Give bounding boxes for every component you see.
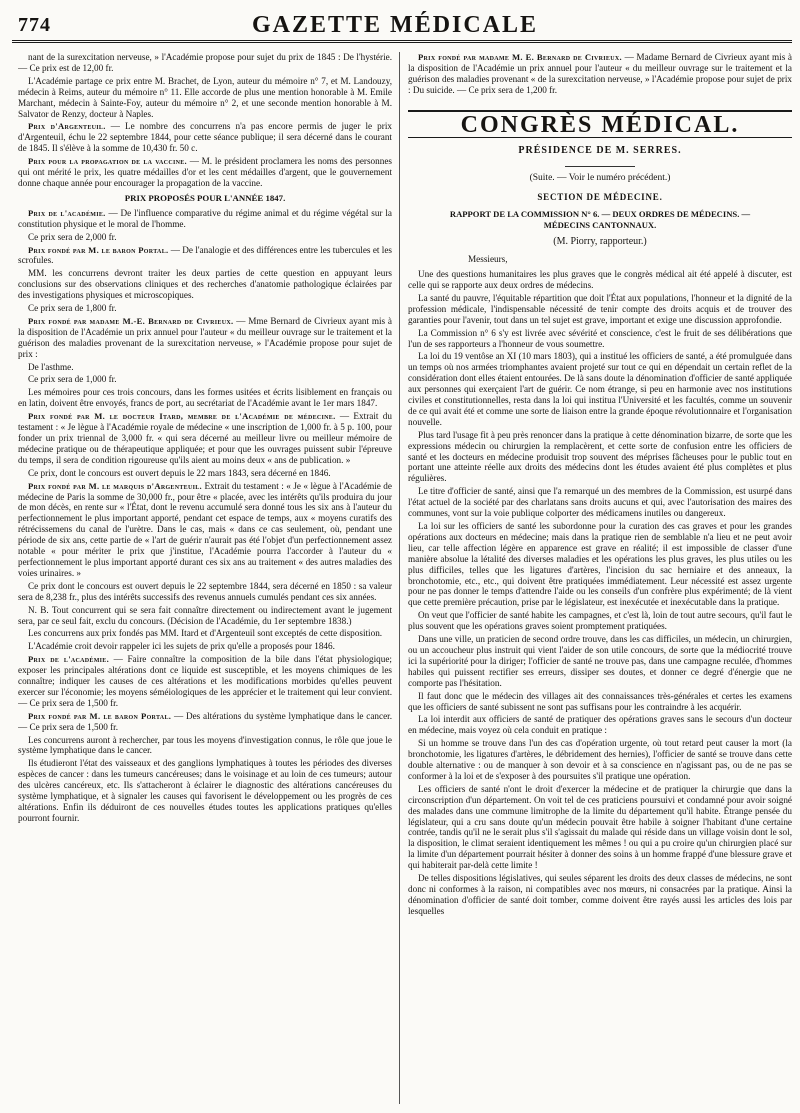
congress-title: CONGRÈS MÉDICAL. — [408, 110, 792, 138]
paragraph: La loi interdit aux officiers de santé de pratiquer des opérations graves sans le secours d'un docteur en médecine, mais voyez où cela conduit en pratique : — [408, 714, 792, 736]
salutation: Messieurs, — [468, 254, 508, 265]
paragraph-text: — De l'analogie et des différences entre les tubercules et les scrofules. — [18, 244, 392, 266]
prize-heading: Prix fondé par M. le baron Portal. — [28, 710, 172, 721]
prize-heading: Prix fondé par madame M. E. Bernard de Civrieux. — [418, 52, 622, 62]
paragraph: Ce prix dont le concours est ouvert depuis le 22 septembre 1844, sera décerné en 1850 : sa valeur sera de 8,238 fr., plus des intérêts successifs des revenus annuels cumulés pendant ces six années. — [18, 580, 392, 602]
paragraph: La Commission n° 6 s'y est livrée avec sévérité et conscience, c'est le fruit de ses délibérations que l'un de ses rapporteurs a l'honneur de vous soumettre. — [408, 327, 792, 349]
paragraph: Une des questions humanitaires les plus graves que le congrès médical ait été appelé à discuter, est celle qui se rapporte aux deux ordres de médecins. — [408, 269, 792, 290]
paragraph: L'Académie croit devoir rappeler ici les sujets de prix qu'elle a proposés pour 1846. — [28, 641, 335, 652]
paragraph — [18, 156, 392, 189]
paragraph: On veut que l'officier de santé habite les campagnes, et c'est là, loin de tout autre secours, qu'il faut le plus souvent que les opérations graves soient promptement pratiquées. — [408, 610, 792, 632]
prize-heading: Prix de l'académie. — [28, 654, 110, 665]
prize-heading: Prix fondé par madame M.-E. Bernard de Civrieux. — [28, 315, 234, 326]
paragraph: Ils étudieront l'état des vaisseaux et des ganglions lymphatiques à toutes les périodes des diverses espèces de cancer : dans les tumeurs cancéreuses; dans le voisinage et au loin de ces tumeurs; autour des ulcères cancéreux, etc. Ils s'attacheront à éclairer le diagnostic des altérations cancéreuses du système lymphatique, et à signaler les causes qui favorisent le développement ou les progrès de ces altérations. Enfin ils déduiront de ces nouvelles études toutes les applications pratiques qu'elles pourront fournir. — [18, 758, 392, 823]
paragraph: Le titre d'officier de santé, ainsi que l'a remarqué un des membres de la Commission, est usurpé dans l'état actuel de la société par des charlatans sans droits aucuns et qui, avec l'autorisation des maires des communes, vont sur la voie publique colporter des médicamens inutiles ou dangereux. — [408, 486, 792, 519]
continued-note: (Suite. — Voir le numéro précédent.) — [529, 173, 671, 184]
prize-heading: Prix fondé par M. le baron Portal. — [28, 244, 169, 255]
paragraph-text: — Des altérations du système lymphatique dans le cancer. — Ce prix sera de 1,500 fr. — [18, 710, 392, 732]
paragraph-text: — Extrait du testament : « Je lègue à l'Académie royale de médecine « une inscription de 1,000 fr. à 5 p. 100, pour fonder un prix triennal de 3,000 fr. « qui sera décerné au meilleur livre ou meilleur mémoire de médecine pratique ou de thérapeutique appliquée; et pour que les ouvrages puissent subir l'épreuve du temps, il sera de condition rigoureuse qu'ils aient au moins deux « ans de publication. » — [18, 411, 392, 465]
section-heading: SECTION DE MÉDECINE. — [537, 192, 663, 203]
paragraph: De l'asthme. — [28, 361, 74, 372]
paragraph — [18, 411, 392, 466]
page-number: 774 — [18, 14, 51, 36]
paragraph: Les concurrens auront à rechercher, par tous les moyens d'investigation connus, le rôle que joue le système lymphatique dans le cancer. — [18, 734, 392, 756]
report-heading: RAPPORT DE LA COMMISSION N° 6. — DEUX ORDRES DE MÉDECINS. — MÉDECINS CANTONNAUX. — [449, 209, 751, 231]
paragraph: La loi du 19 ventôse an XI (10 mars 1803), qui a institué les officiers de santé, a été promulguée dans un temps où nos armées triomphantes avaient projeté sur tout ce qui en dépendait un certain reflet de la considération dont elles étaient entourées. De là sans doute la dénomination d'officier de santé appliquée aux personnes qui exerçaient l'art de guérir. Ce nom étrange, si peu en harmonie avec nos institutions civiles et constitutionnelles, resta dans la loi qui institua l'Université et les facultés, comme un souvenir de ce qui avait été et comme une sorte de liaison entre la grande époque révolutionnaire et l'organisation nouvelle. — [408, 351, 792, 427]
rapporteur-line: (M. Piorry, rapporteur.) — [553, 236, 647, 248]
right-column — [408, 52, 792, 1104]
presidency-line: PRÉSIDENCE DE M. SERRES. — [518, 144, 682, 156]
paragraph — [18, 208, 392, 230]
paragraph-text: — Le nombre des concurrens n'a pas encore permis de juger le prix d'Argenteuil, échu le 22 septembre 1844, pour cette séance publique; il sera décerné dans le courant de 1845. Il s'élève à la somme de 10,430 fr. 50 c. — [18, 121, 392, 154]
masthead-title: GAZETTE MÉDICALE — [252, 12, 539, 38]
paragraph: Ce prix sera de 2,000 fr. — [28, 231, 117, 242]
paragraph — [408, 52, 792, 96]
paragraph: Les officiers de santé n'ont le droit d'exercer la médecine et de pratiquer la chirurgie que dans la circonscription d'un département. On voit tel de ces praticiens poursuivi et condamné pour avoir soigné des malades dans une commune limitrophe de la limite du département qu'il habite. Étrange pensée du législateur, qui a cru sans doute qu'un médecin pouvait être habile à soigner l'habitant d'une certaine contrée, tandis qu'il ne le serait plus s'il s'agissait du malade qui réside dans un village voisin dont le sol, la disposition, le climat seraient identiquement les mêmes ! ou qui a pu croire qu'un chirurgien placé sur la limite d'un département pourrait hésiter à donner des soins à un homme frappé d'une blessure grave et qui habiterait par-delà cette limite ! — [408, 783, 792, 871]
paragraph: MM. les concurrens devront traiter les deux parties de cette question en appuyant leurs conclusions sur des observations cliniques et des recherches d'anatomie pathologique éclairées par des investigations physiques et microscopiques. — [18, 268, 392, 301]
paragraph — [18, 654, 392, 709]
paragraph: Plus tard l'usage fit à peu près renoncer dans la pratique à cette dénomination bizarre, de sorte que les expressions médecin ou chirurgien la remplacèrent, et cette sorte de confusion entre les officiers de santé et les docteurs en médecine produisit trop souvent des méprises fâcheuses pour le public tout en portant une atteinte réelle aux droits des médecins dont les études avaient été plus complètes et plus régulières. — [408, 429, 792, 484]
paragraph: L'Académie partage ce prix entre M. Brachet, de Lyon, auteur du mémoire n° 7, et M. Landouzy, médecin à Reims, auteur du mémoire n° 11. Elle accorde de plus une mention honorable à M. Emile Marchant, médecin à Sainte-Foy, auteur du mémoire n° 2, et une seconde mention honorable à M. Salvator de Renzy, docteur à Naples. — [18, 75, 392, 119]
paragraph-text: — Mme Bernard de Civrieux ayant mis à la disposition de l'Académie un prix annuel pour l'auteur « du meilleur ouvrage sur le traitement et la guérison des maladies provenant de la surexcitation nerveuse, » l'Académie propose pour sujet de prix : — [18, 315, 392, 359]
paragraph: Les concurrens aux prix fondés pas MM. Itard et d'Argenteuil sont exceptés de cette disposition. — [28, 628, 383, 639]
prize-heading: Prix fondé par M. le marquis d'Argenteuil. — [28, 480, 202, 491]
paragraph — [18, 316, 392, 360]
section-heading: PRIX PROPOSÉS POUR L'ANNÉE 1847. — [124, 192, 286, 203]
prize-heading: Prix pour la propagation de la vaccine. — [28, 156, 187, 167]
paragraph — [18, 481, 392, 579]
paragraph: La santé du pauvre, l'équitable répartition que doit l'État aux populations, l'honneur et la dignité de la profession médicale, l'indispensable nécessité de tenir compte des droits acquis et de trouver des garanties pour l'avenir, tout dans un tel sujet est grave, important et exige une discussion approfondie. — [408, 292, 792, 325]
paragraph: La loi sur les officiers de santé les subordonne pour la curation des cas graves et pour les grandes opérations aux docteurs en médecine; mais dans la pratique rien de semblable n'a lieu et ne peut avoir lieu, car telle affection légère en apparence est grave en réalité; il est impossible de classer d'une manière absolue la létalité des diverses maladies et les opérations les plus graves, les plus utiles ou les plus difficiles, telles que les ligatures d'artères, l'incision du sac herniaire et des anneaux, la bronchotomie, etc., etc., qui doivent être pratiquées immédiatement. Leur nécessité est assez urgente pour ne pas donner le temps d'attendre l'aide ou les conseils d'un confrère plus expérimenté; de là vient que cette première précaution, prise par le législateur, est inexécutée et inexécutable dans la pratique. — [408, 521, 792, 608]
paragraph-text: — De l'influence comparative du régime animal et du régime végétal sur la constitution physique et le moral de l'homme. — [18, 207, 392, 229]
paragraph — [18, 245, 392, 267]
paragraph: Dans une ville, un praticien de second ordre trouve, dans les cas difficiles, un médecin, un chirurgien, ou un accoucheur plus instruit qui vient l'aider de son utile concours, de sorte que la médiocrité trouve ici la supériorité pour la diriger; l'officier de santé ne trouve pas, dans une campagne reculée, d'hommes habiles qui puissent rectifier ses erreurs, dissiper ses doutes, et donner ce degré d'énergie que ne comporte pas l'hésitation. — [408, 634, 792, 688]
paragraph: Les mémoires pour ces trois concours, dans les formes usitées et écrits lisiblement en français ou en latin, doivent être envoyés, francs de port, au secrétariat de l'Académie avant le 1er mars 1847. — [18, 387, 392, 409]
paragraph-text: — M. le président proclamera les noms des personnes qui ont mérité le prix, les quatre médailles d'or et les cent médailles d'argent, que le gouvernement donne chaque année pour encourager la propagation de la vaccine. — [18, 156, 392, 188]
paragraph: Ce prix sera de 1,000 fr. — [28, 374, 117, 385]
paragraph — [18, 121, 392, 154]
prize-heading: Prix d'Argenteuil. — [28, 121, 106, 132]
paragraph: Ce prix sera de 1,800 fr. — [28, 303, 117, 314]
paragraph: Si un homme se trouve dans l'un des cas d'opération urgente, où tout retard peut causer la mort (la bronchotomie, les ligatures d'artères, le débridement des hernies), l'officier de santé se trouve dans cette double alternative : ou de manquer à son devoir et à sa conscience en n'agissant pas, ou de ne pas se conformer à la loi et de s'exposer à des poursuites s'il pratique une opération. — [408, 738, 792, 781]
paragraph: nant de la surexcitation nerveuse, » l'Académie propose pour sujet du prix de 1845 : De l'hystérie. — Ce prix est de 12,00 fr. — [18, 52, 392, 73]
paragraph-text: — Faire connaître la composition de la bile dans l'état physiologique; exposer les principales altérations dont ce liquide est susceptible, et les moyens chimiques de les connaître; indiquer les causes de ces altérations et les modifications morbides qu'elles peuvent exercer sur l'économie; les moyens séméiologiques de les apprécier et le traitement qui leur convient. — Ce prix sera de 1,500 fr. — [18, 654, 392, 708]
prize-heading: Prix fondé par M. le docteur Itard, membre de l'Académie de médecine. — [28, 411, 336, 422]
prize-heading: Prix de l'académie. — [28, 207, 106, 218]
paragraph: Il faut donc que le médecin des villages ait des connaissances très-générales et certes les examens que les officiers de santé subissent ne sont pas suffisans pour les contraindre à les acquérir. — [408, 690, 792, 712]
column-divider — [399, 52, 400, 1104]
paragraph: Ce prix, dont le concours est ouvert depuis le 22 mars 1843, sera décerné en 1846. — [28, 467, 331, 478]
divider — [565, 166, 635, 167]
paragraph — [18, 711, 392, 733]
left-column — [18, 52, 392, 1104]
paragraph-text: — Madame Bernard de Civrieux ayant mis à la disposition de l'Académie un prix annuel pour l'auteur « du meilleur ouvrage sur le traitement et la guérison des maladies provenant « de la surexcitation nerveuse, » l'Académie propose pour sujet de prix : Du suicide. — Ce prix sera de 1,200 fr. — [408, 52, 792, 95]
masthead — [12, 8, 792, 43]
paragraph: De telles dispositions législatives, qui seules séparent les droits des deux classes de médecins, ne sont donc ni conformes à la raison, ni compatibles avec nos mœurs, ni consacrées par la pratique. Ainsi la dénomination d'officier de santé doit tomber, comme doivent être rayés aussi les articles des lois par lesquelles — [408, 873, 792, 916]
paragraph: N. B. Tout concurrent qui se sera fait connaître directement ou indirectement avant le jugement sera, par ce seul fait, exclu du concours. (Décision de l'Académie, du 1er septembre 1838.) — [18, 604, 392, 626]
paragraph-text: Extrait du testament : « Je « lègue à l'Académie de médecine de Paris la somme de 30,000 fr., pour être « placée, avec les intérêts qu'ils produira du jour de mon décès, en rente sur « l'État, dont le revenu accumulé sera donné tous les six ans à l'auteur du perfectionnement le plus important apporté, pendant cet espace de temps, aux « moyens curatifs des rétrécissemens du canal de l'urètre. Dans le cas, mais « dans ce cas seulement, où, pendant une période de six ans, cette partie de « l'art de guérir n'aurait pas été l'objet d'un perfectionnement assez notable « pour mériter le prix que j'institue, l'Académie pourra l'accorder à l'auteur du « perfectionnement le plus important apporté durant ces six ans au traitement « des autres maladies des voies urinaires. » — [18, 480, 392, 578]
